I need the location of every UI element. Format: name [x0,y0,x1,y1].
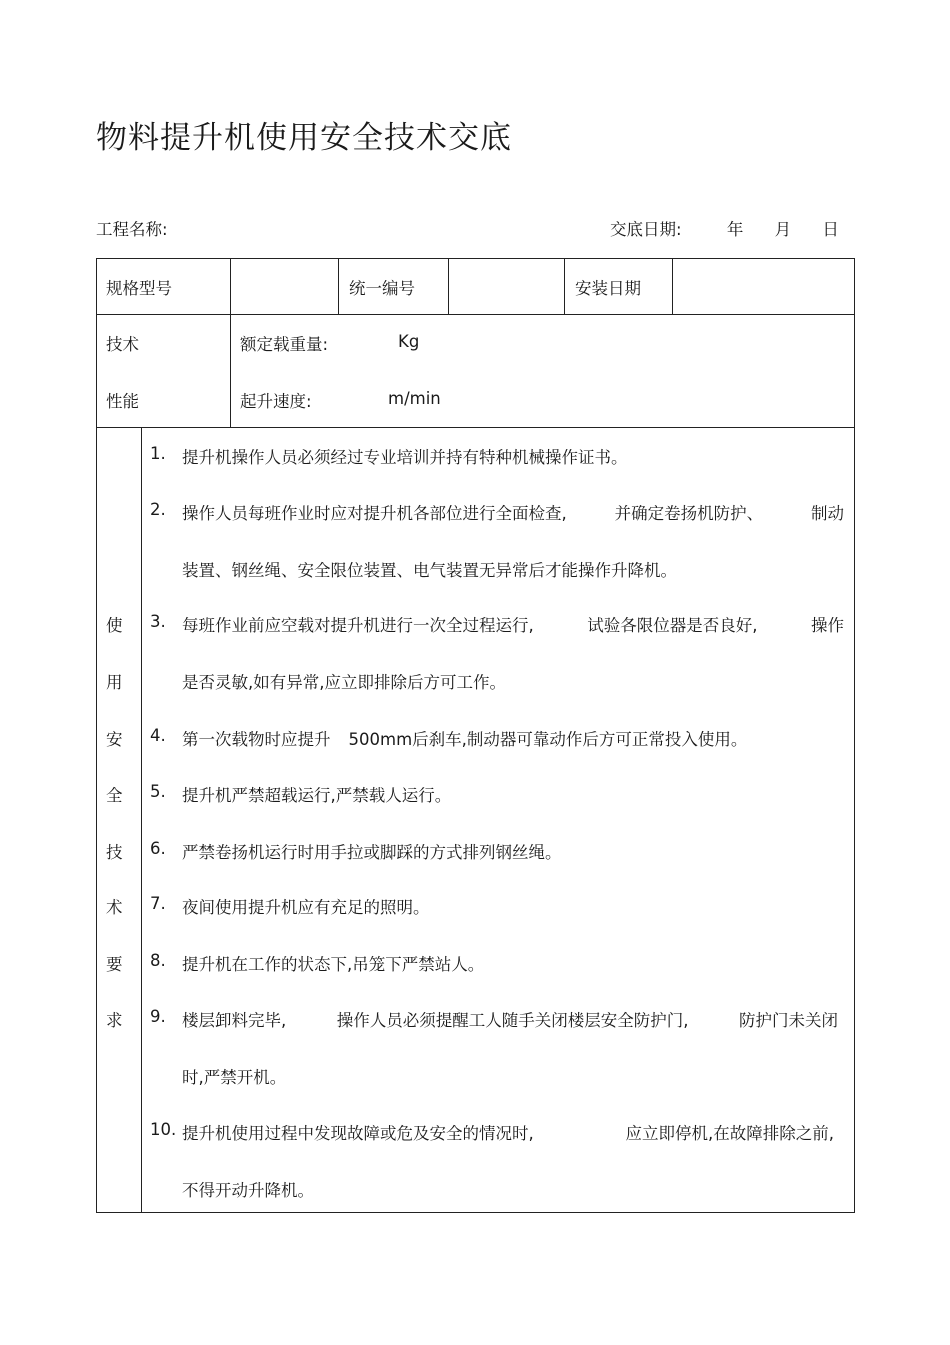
item-continuation: 不得开动升降机。 [182,1181,314,1200]
performance-label: 性能 [106,392,139,411]
item-text: 操作 [811,616,844,635]
req-char: 安 [106,730,123,749]
item-text: 防护门未关闭 [739,1011,838,1030]
item-number: 6. [150,839,166,858]
req-char: 技 [106,843,123,862]
item-number: 3. [150,612,166,631]
date-label: 交底日期: [610,220,682,239]
rated-load-label: 额定载重量: [240,335,329,354]
item-text: 提升机操作人员必须经过专业培训并持有特种机械操作证书。 [182,448,628,467]
req-char: 用 [106,673,123,692]
item-number: 10. [150,1120,177,1139]
item-text: 楼层卸料完毕, [182,1011,287,1030]
item-text: 制动 [811,504,844,523]
project-name-label: 工程名称: [96,220,168,239]
item-number: 9. [150,1007,166,1026]
req-char: 术 [106,898,123,917]
item-number: 2. [150,500,166,519]
lifting-speed-label: 起升速度: [240,392,312,411]
item-number: 7. [150,894,166,913]
lifting-speed-unit: m/min [388,389,441,408]
item-text: 操作人员必须提醒工人随手关闭楼层安全防护门, [336,1011,689,1030]
item-text: 夜间使用提升机应有充足的照明。 [182,898,430,917]
year-label: 年 [726,220,744,239]
item-text: 第一次载物时应提升 [182,730,331,749]
month-label: 月 [774,220,792,239]
item-number: 4. [150,726,166,745]
item-number: 8. [150,951,166,970]
item-continuation: 是否灵敏,如有异常,应立即排除后方可工作。 [182,673,506,692]
item-text: 严禁卷扬机运行时用手拉或脚踩的方式排列钢丝绳。 [182,843,562,862]
document-title: 物料提升机使用安全技术交底 [96,120,512,156]
item-text: 应立即停机,在故障排除之前, [625,1124,834,1143]
item-text: 提升机在工作的状态下,吊笼下严禁站人。 [182,955,485,974]
item-text: 每班作业前应空载对提升机进行一次全过程运行, [182,616,534,635]
item-text: 操作人员每班作业时应对提升机各部位进行全面检查, [182,504,567,523]
req-char: 使 [106,616,123,635]
tech-label: 技术 [106,335,139,354]
item-number: 1. [150,444,166,463]
item-text: 提升机使用过程中发现故障或危及安全的情况时, [182,1124,534,1143]
item-text: 并确定卷扬机防护、 [614,504,764,523]
req-char: 全 [106,786,123,805]
unified-number-label: 统一编号 [349,279,415,298]
item-text: 试验各限位器是否良好, [587,616,758,635]
req-char: 求 [106,1011,123,1030]
spec-model-label: 规格型号 [106,279,172,298]
item-continuation: 装置、钢丝绳、安全限位装置、电气装置无异常后才能操作升降机。 [182,561,677,580]
item-continuation: 时,严禁开机。 [182,1068,287,1087]
install-date-label: 安装日期 [575,279,641,298]
item-number: 5. [150,782,166,801]
rated-load-unit: Kg [398,332,420,351]
item-text: 提升机严禁超载运行,严禁载人运行。 [182,786,452,805]
day-label: 日 [822,220,839,239]
date-line [610,216,839,240]
item-text: 500mm后刹车,制动器可靠动作后方可正常投入使用。 [348,730,748,749]
req-char: 要 [106,955,123,974]
